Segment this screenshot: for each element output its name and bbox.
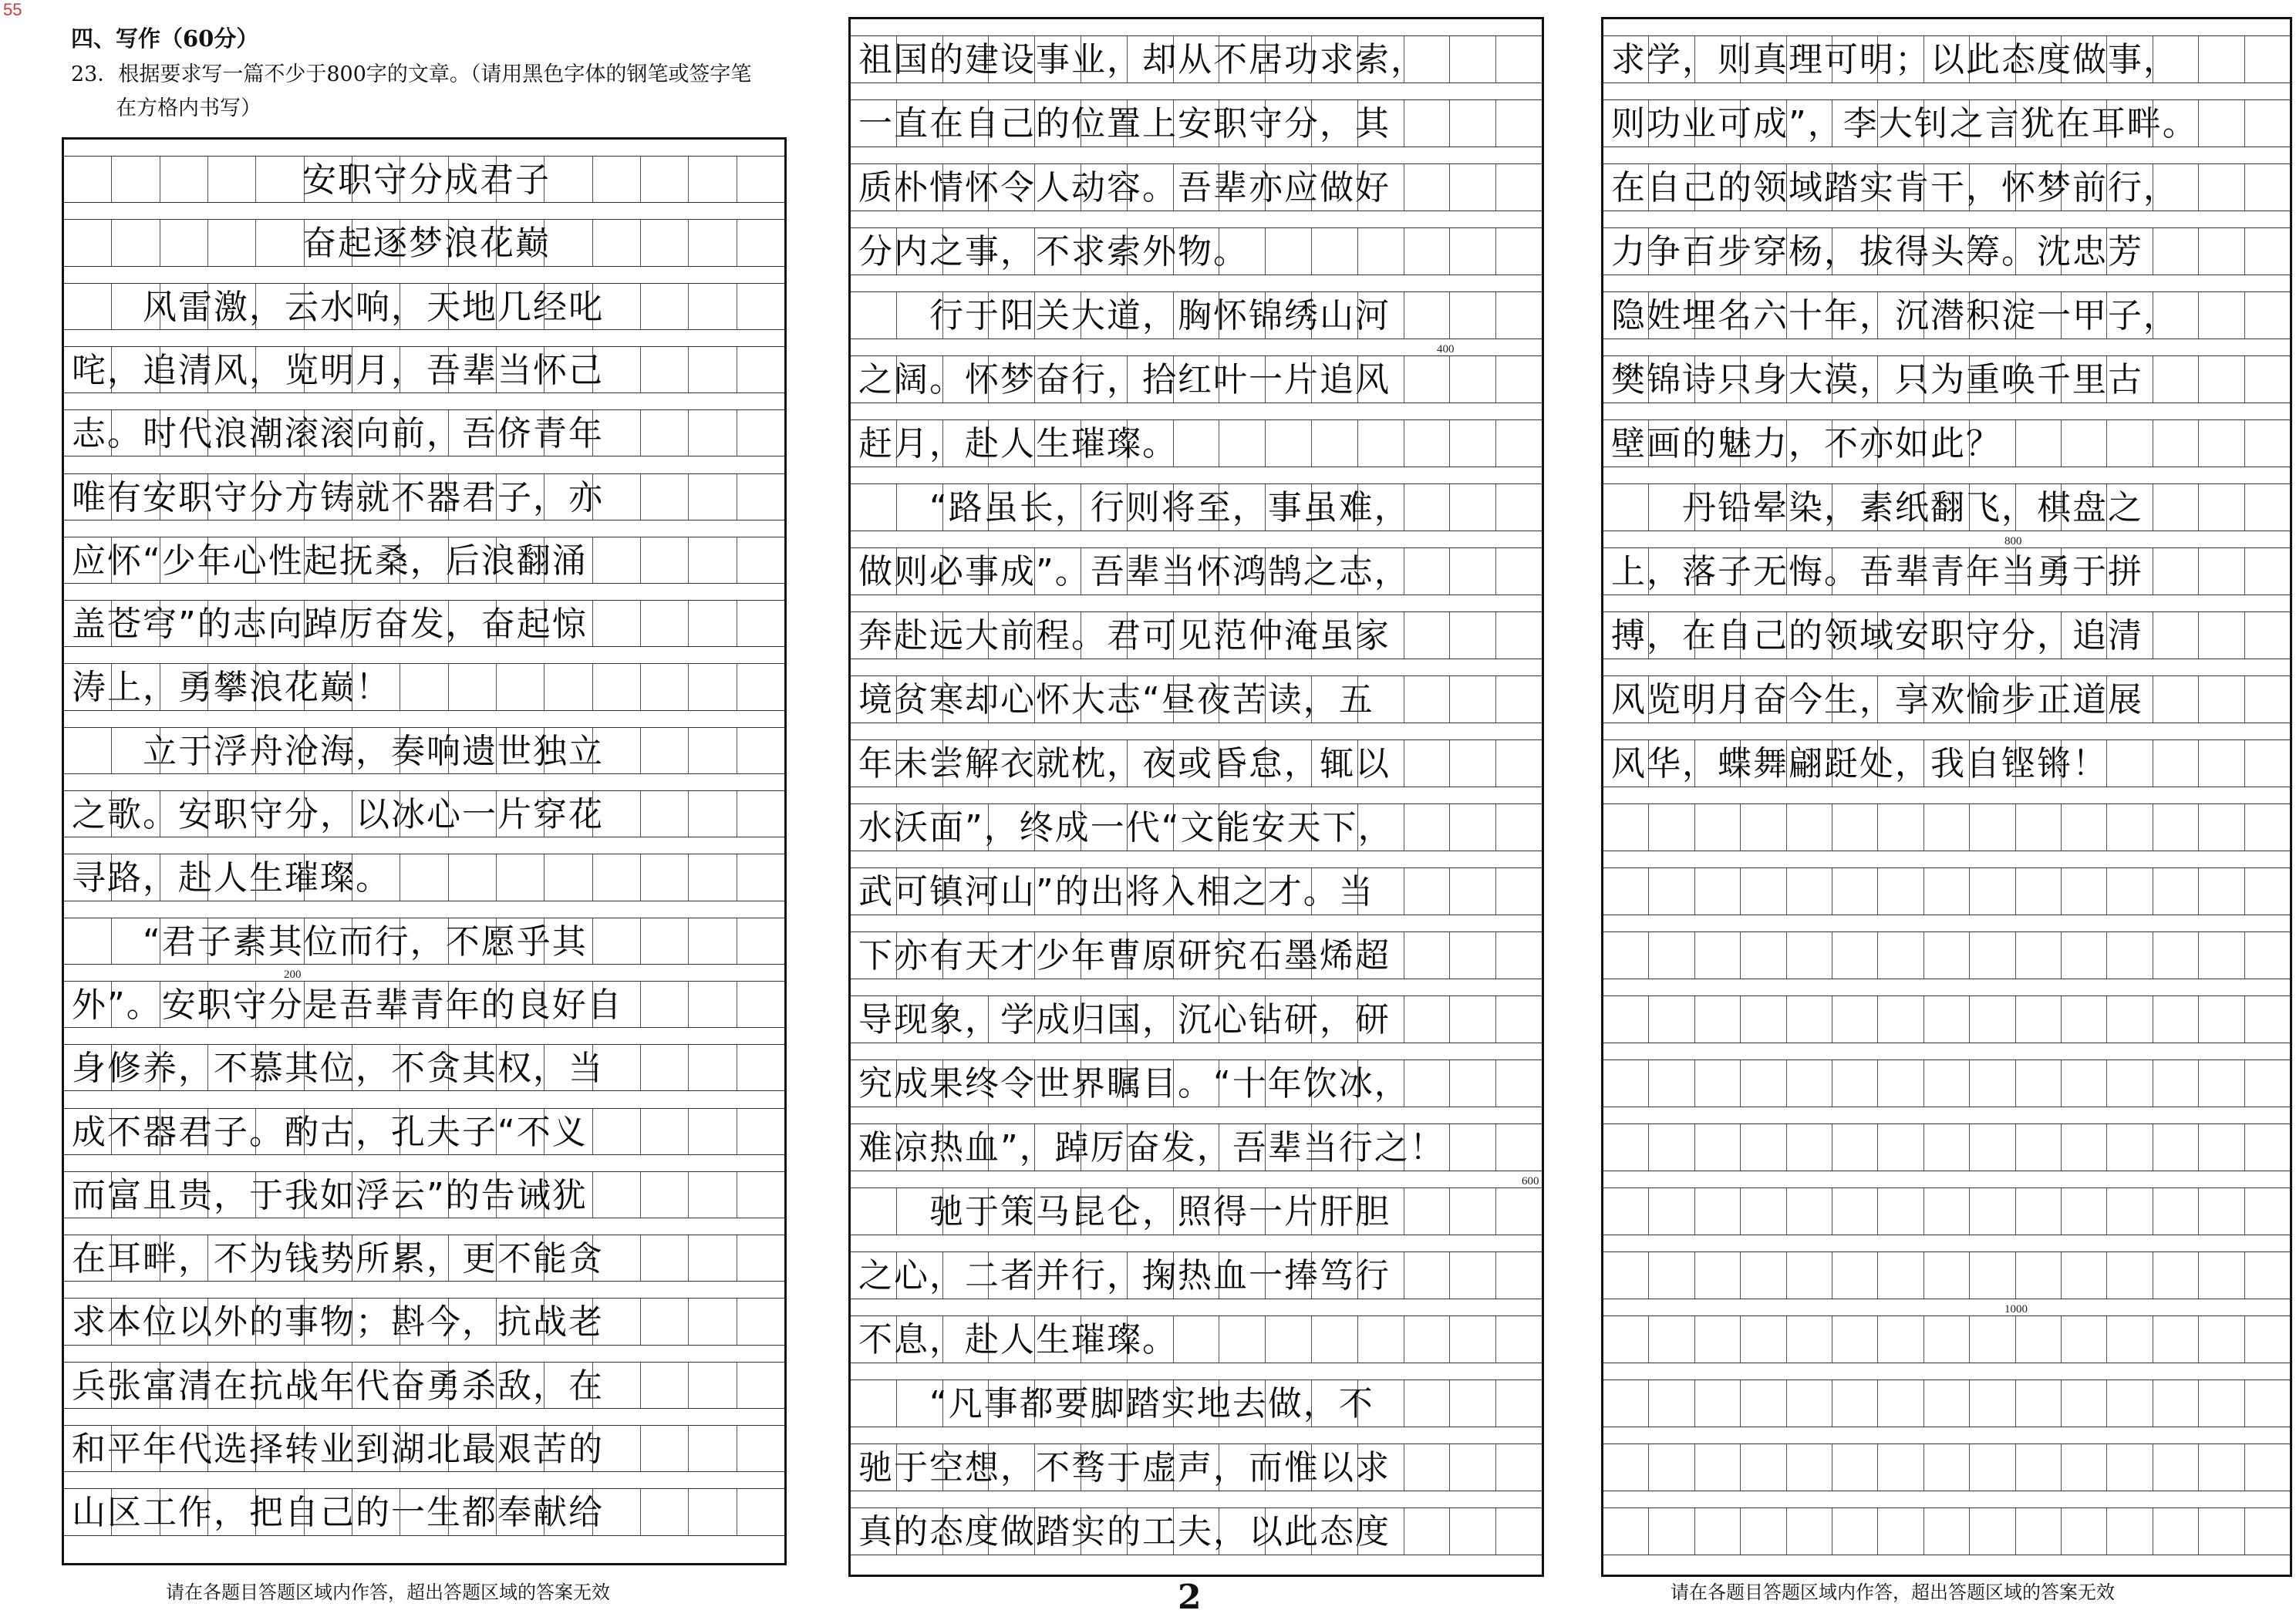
corner-page-number: 55	[3, 0, 22, 19]
essay-line: 和平年代选择转业到湖北最艰苦的	[72, 1430, 604, 1470]
essay-line: 赶月，赴人生璀璨。	[858, 424, 1178, 464]
essay-line: 下亦有天才少年曹原研究石墨烯超	[858, 936, 1391, 976]
essay-line: 安职守分成君子	[302, 160, 551, 200]
essay-line: 寻路，赴人生璀璨。	[72, 858, 391, 898]
essay-line	[1611, 805, 2287, 851]
essay-line: 驰于策马昆仑，照得一片肝胆	[858, 1192, 1391, 1232]
essay-line: 咤，追清风，览明月，吾辈当怀己	[72, 350, 604, 390]
essay-line: 风览明月奋今生，享欢愉步正道展	[1611, 680, 2143, 720]
essay-line: 不息，赴人生璀璨。	[858, 1320, 1178, 1360]
essay-line: 质朴情怀令人动容。吾辈亦应做好	[858, 168, 1391, 208]
essay-line: 难凉热血”，踔厉奋发，吾辈当行之！	[858, 1128, 1445, 1168]
essay-line: 风华，蝶舞翩跹处，我自铿锵！	[1611, 744, 2108, 784]
essay-line: 之歌。安职守分，以冰心一片穿花	[72, 795, 604, 835]
essay-line: 导现象，学成归国，沉心钻研，研	[858, 1000, 1391, 1040]
essay-line	[1611, 1061, 2287, 1107]
word-count-marker: 1000	[2004, 1303, 2028, 1316]
essay-line	[1611, 1445, 2287, 1491]
essay-line: “路虽长，行则将至，事虽难，	[858, 488, 1410, 528]
word-count-marker: 800	[2004, 535, 2022, 548]
essay-line: 求本位以外的事物；斟今，抗战老	[72, 1302, 604, 1342]
essay-line: 成不器君子。酌古，孔夫子“不义	[72, 1112, 588, 1152]
essay-line: 水沃面”，终成一代“文能安天下，	[858, 808, 1394, 848]
essay-line: 身修养，不慕其位，不贪其权，当	[72, 1049, 604, 1089]
essay-line: 究成果终令世界瞩目。“十年饮冰，	[858, 1064, 1410, 1104]
essay-line: 分内之事，不求索外物。	[858, 232, 1249, 272]
handwritten-text	[64, 140, 784, 1563]
essay-line: 一直在自己的位置上安职守分，其	[858, 104, 1391, 144]
essay-line	[1611, 869, 2287, 915]
essay-line: 搏，在自己的领域安职守分，追清	[1611, 616, 2143, 656]
essay-line	[1611, 1189, 2287, 1235]
answer-grid-column-3	[1601, 17, 2292, 1577]
essay-line: 应怀“少年心性起抚桑，后浪翻涌	[72, 541, 588, 581]
essay-line: 真的态度做踏实的工夫，以此态度	[858, 1512, 1391, 1552]
essay-line: 奋起逐梦浪花巅	[302, 224, 551, 264]
essay-line: 上，落子无悔。吾辈青年当勇于拼	[1611, 552, 2143, 592]
essay-line: 兵张富清在抗战年代奋勇杀敌，在	[72, 1366, 604, 1406]
essay-line: 盖苍穹”的志向踔厉奋发，奋起惊	[72, 605, 588, 645]
essay-line: 外”。安职守分是吾辈青年的良好自	[72, 985, 623, 1025]
essay-line: 涛上，勇攀浪花巅！	[72, 668, 391, 708]
essay-line: 樊锦诗只身大漠，只为重唤千里古	[1611, 360, 2143, 400]
word-count-marker: 200	[284, 968, 302, 981]
essay-line	[1611, 997, 2287, 1043]
footer-note-left: 请在各题目答题区域内作答，超出答题区域的答案无效	[166, 1582, 610, 1603]
essay-line	[1611, 1317, 2287, 1363]
footer-note-right: 请在各题目答题区域内作答，超出答题区域的答案无效	[1671, 1582, 2115, 1603]
essay-line	[1611, 1381, 2287, 1427]
essay-line: 在自己的领域踏实肯干，怀梦前行，	[1611, 168, 2179, 208]
question-instruction-continued: 在方格内书写）	[116, 96, 261, 120]
essay-line: 祖国的建设事业，却从不居功求索，	[858, 40, 1426, 80]
essay-line: 壁画的魅力，不亦如此？	[1611, 424, 2001, 464]
essay-line	[1611, 1125, 2287, 1171]
word-count-marker: 400	[1437, 343, 1455, 356]
essay-line: 行于阳关大道，胸怀锦绣山河	[858, 296, 1391, 336]
essay-line: 求学，则真理可明；以此态度做事，	[1611, 40, 2179, 80]
essay-line: 山区工作，把自己的一生都奉献给	[72, 1493, 604, 1533]
essay-line: “凡事都要脚踏实地去做，不	[858, 1384, 1374, 1424]
essay-line: 力争百步穿杨，拔得头筹。沈忠芳	[1611, 232, 2143, 272]
essay-line: 隐姓埋名六十年，沉潜积淀一甲子，	[1611, 296, 2179, 336]
essay-line: 在耳畔，不为钱势所累，更不能贪	[72, 1239, 604, 1279]
essay-line: 之阔。怀梦奋行，拾红叶一片追风	[858, 360, 1391, 400]
essay-line: “君子素其位而行，不愿乎其	[72, 921, 588, 962]
essay-line: 驰于空想，不骛于虚声，而惟以求	[858, 1448, 1391, 1488]
essay-line: 之心，二者并行，掬热血一捧笃行	[858, 1256, 1391, 1296]
section-heading: 四、写作（60分）	[71, 25, 259, 52]
question-instruction: 23．根据要求写一篇不少于800字的文章。（请用黑色字体的钢笔或签字笔	[71, 62, 752, 86]
page-number: 2	[1178, 1578, 1202, 1617]
essay-line: 风雷激，云水响，天地几经叱	[72, 287, 604, 327]
essay-line	[1611, 1253, 2287, 1299]
essay-line: 武可镇河山”的出将入相之才。当	[858, 872, 1374, 912]
essay-line	[1611, 1509, 2287, 1555]
essay-line: 境贫寒却心怀大志“昼夜苦读，五	[858, 680, 1374, 720]
essay-line: 丹铅晕染，素纸翻飞，棋盘之	[1611, 488, 2143, 528]
word-count-marker: 600	[1522, 1175, 1539, 1188]
essay-line: 年未尝解衣就枕，夜或昏怠，辄以	[858, 744, 1391, 784]
essay-line: 志。时代浪潮滚滚向前，吾侪青年	[72, 414, 604, 454]
essay-line: 做则必事成”。吾辈当怀鸿鹄之志，	[858, 552, 1410, 592]
essay-line: 奔赴远大前程。君可见范仲淹虽家	[858, 616, 1391, 656]
essay-line: 则功业可成”，李大钊之言犹在耳畔。	[1611, 104, 2198, 144]
essay-line: 立于浮舟沧海，奏响遗世独立	[72, 731, 604, 771]
answer-grid-column-1	[62, 137, 787, 1565]
essay-line	[1611, 933, 2287, 979]
handwritten-text	[1603, 19, 2290, 1575]
answer-grid-column-2	[848, 17, 1544, 1577]
handwritten-text	[851, 19, 1542, 1575]
essay-line: 唯有安职守分方铸就不器君子，亦	[72, 477, 604, 517]
essay-line: 而富且贵，于我如浮云”的告诫犹	[72, 1175, 588, 1215]
